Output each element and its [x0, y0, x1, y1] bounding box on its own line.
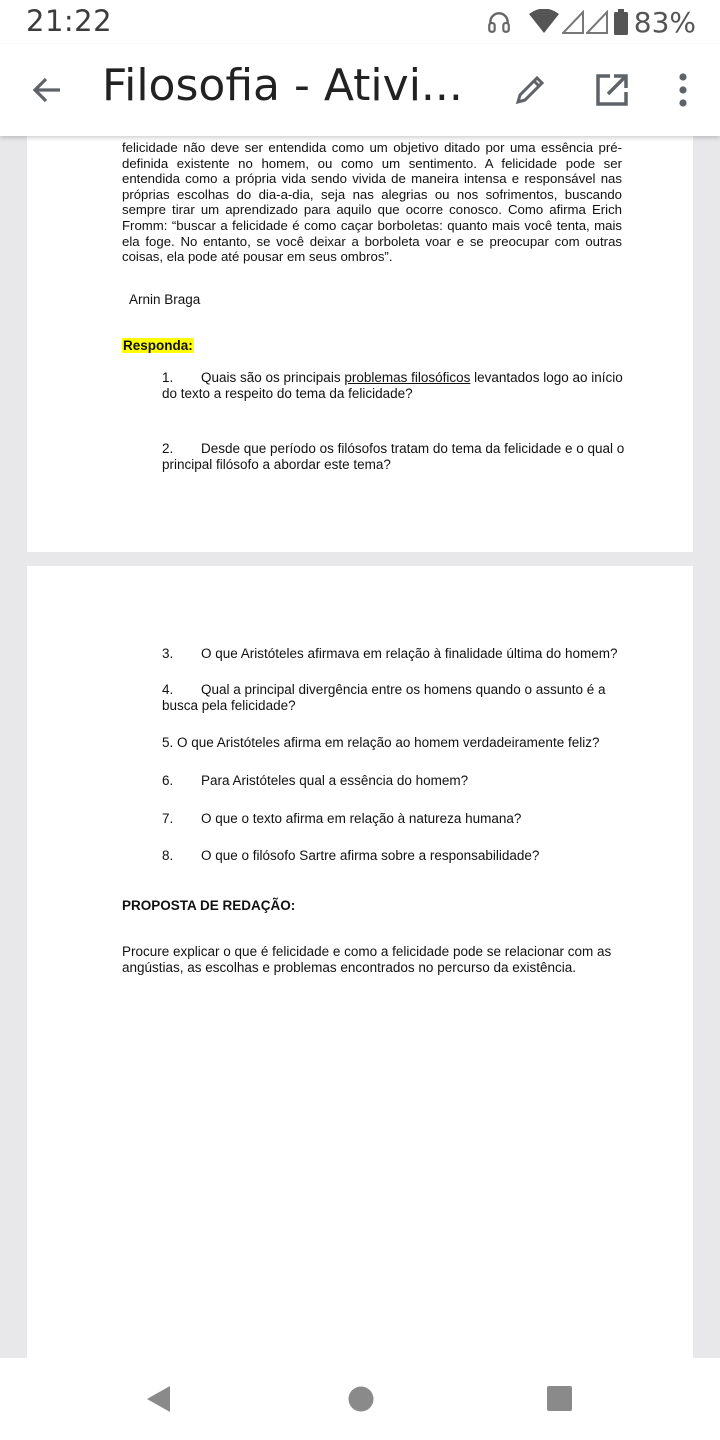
edit-button[interactable] — [508, 68, 552, 112]
proposal-title: PROPOSTA DE REDAÇÃO: — [122, 898, 296, 913]
headset-icon — [486, 9, 512, 35]
home-circle-icon — [346, 1384, 376, 1414]
question-text: Para Aristóteles qual a essência do homem? — [201, 773, 469, 788]
question-text: O que Aristóteles afirmava em relação à finalidade última do homem? — [201, 646, 618, 661]
question-number: 3. — [162, 646, 174, 661]
back-triangle-icon — [144, 1384, 174, 1414]
question-5 — [162, 735, 628, 751]
proposal-text: Procure explicar o que é felicidade e como a felicidade pode se relacionar com as angústias, as escolhas e problemas encontrados no percurso da existência. — [122, 944, 612, 975]
question-7 — [162, 811, 628, 827]
nav-recents-button[interactable] — [545, 1384, 575, 1414]
question-4 — [162, 682, 628, 714]
status-bar — [0, 0, 720, 44]
question-text: Desde que período os filósofos tratam do tema da felicidade e o qual o principal filósofo a abordar este tema? — [162, 441, 625, 472]
battery-icon — [614, 9, 628, 35]
nav-home-button[interactable] — [346, 1384, 376, 1414]
more-vert-icon — [666, 68, 700, 112]
document-title: Filosofia - Ativi... — [102, 60, 463, 111]
question-text: Quais são os principais — [201, 370, 345, 385]
open-external-button[interactable] — [590, 68, 634, 112]
recents-square-icon — [545, 1384, 575, 1414]
more-options-button[interactable] — [666, 68, 700, 112]
app-bar — [0, 44, 720, 136]
signal-icon — [562, 10, 584, 34]
document-page-2[interactable] — [27, 566, 693, 1360]
respond-heading: Responda: — [123, 338, 193, 353]
status-icons — [486, 6, 696, 38]
author-name: Arnin Braga — [129, 292, 201, 307]
question-8 — [162, 848, 628, 864]
paragraph-text: felicidade não deve ser entendida como um objetivo ditado por uma essência pré-definida existente no homem, ou como um sentimento. A felicidade pode ser entendida como a própria vida sendo vivida de maneira intensa e responsável nas próprias escolhas do dia-a-dia, seja nas alegrias ou nos sofrimentos, buscando sempre tirar um aprendizado para aquilo que ocorre conosco. Como afirma Erich Fromm: “buscar a felicidade é como caçar borboletas: quanto mais você tenta, mais ela foge. No entanto, se você deixar a borboleta voar e se preocupar com outras coisas, ela pode até pousar em seus ombros”. — [122, 140, 622, 265]
signal-icon-2 — [586, 10, 608, 34]
text-paragraph — [122, 136, 622, 265]
question-text: O que o filósofo Sartre afirma sobre a responsabilidade? — [201, 848, 540, 863]
question-number: 2. — [162, 441, 174, 456]
question-6 — [162, 773, 628, 789]
back-arrow-icon — [26, 68, 70, 112]
question-number: 7. — [162, 811, 174, 826]
status-time: 21:22 — [26, 4, 113, 38]
question-text: Qual a principal divergência entre os homens quando o assunto é a busca pela felicidade? — [162, 682, 606, 713]
question-text: O que o texto afirma em relação à natureza humana? — [201, 811, 522, 826]
question-number: 1. — [162, 370, 174, 385]
question-number: 8. — [162, 848, 174, 863]
pencil-icon — [508, 68, 552, 112]
question-number: 4. — [162, 682, 174, 697]
question-1 — [162, 370, 628, 402]
battery-percent: 83% — [633, 5, 696, 39]
wifi-icon — [528, 9, 560, 35]
navigation-bar — [0, 1358, 720, 1440]
question-3 — [162, 646, 628, 662]
back-button[interactable] — [26, 68, 70, 112]
question-text: 5. O que Aristóteles afirma em relação ao homem verdadeiramente feliz? — [162, 735, 600, 750]
question-text-cont: levantados logo ao início do texto a respeito do tema da felicidade? — [162, 370, 623, 401]
question-number: 6. — [162, 773, 174, 788]
underlined-text: problemas filosóficos — [344, 370, 471, 385]
open-external-icon — [590, 68, 634, 112]
nav-back-button[interactable] — [144, 1384, 174, 1414]
document-page-1[interactable] — [27, 136, 693, 552]
question-2 — [162, 441, 628, 473]
